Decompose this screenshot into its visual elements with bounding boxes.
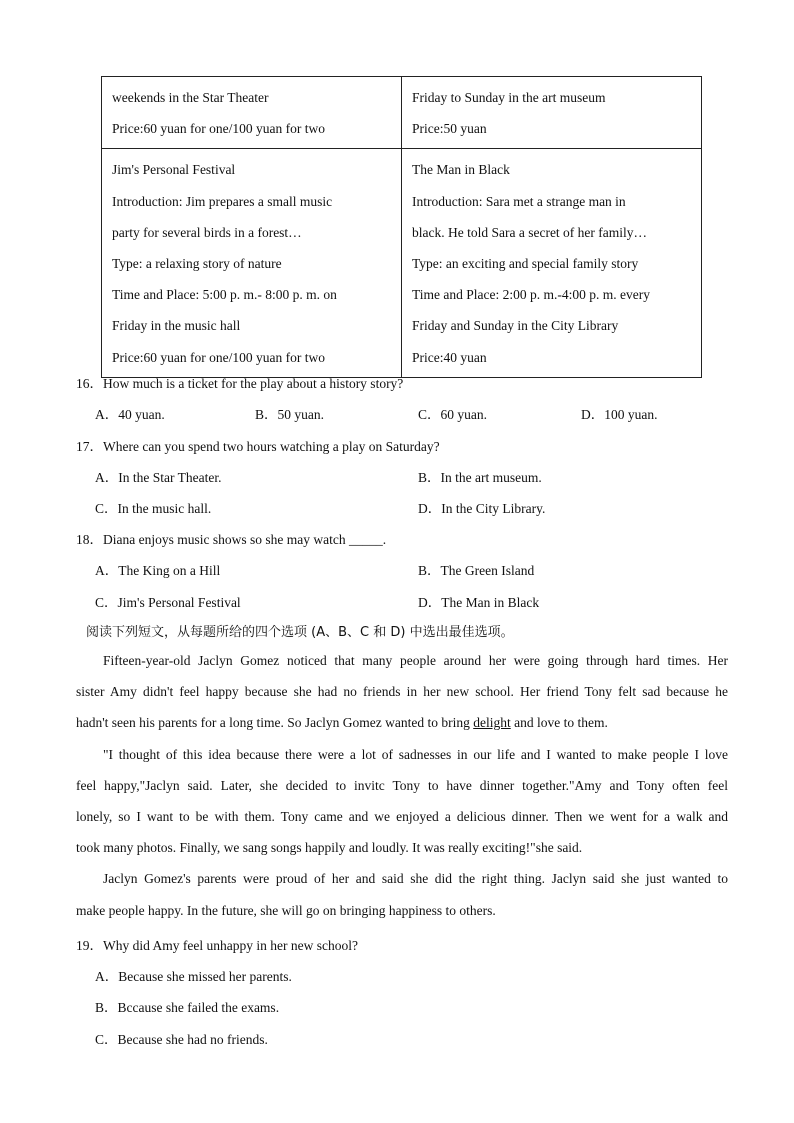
cell-line: Time and Place: 5:00 p. m.- 8:00 p. m. on [112,287,337,303]
passage-line [76,707,728,738]
q18-stem-end: . [382,532,387,547]
cell-line: Price:60 yuan for one/100 yuan for two [112,349,325,365]
passage-line: feel happy,"Jaclyn said. Later, she decided to invitc Tony to have dinner together."Amy and Tony often feel [76,777,728,793]
q16-option-c[interactable]: C．60 yuan. [418,407,487,422]
passage-line: make people happy. In the future, she will go on bringing happiness to others. [76,902,496,918]
plays-table [101,76,702,378]
reading-passage [76,645,728,926]
cell-line: Price:50 yuan [412,121,487,137]
cell-line: party for several birds in a forest… [112,224,302,240]
cell-line: black. He told Sara a secret of her family… [412,224,648,240]
q18-stem-text: 18．Diana enjoys music shows so she may watch [76,532,346,547]
cell-line: Friday to Sunday in the art museum [412,90,606,105]
question-19-stem: 19．Why did Amy feel unhappy in her new school? [76,938,358,953]
table-cell [102,149,402,377]
table-cell [402,77,702,149]
q16-option-b[interactable]: B．50 yuan. [255,407,324,422]
question-17-stem: 17．Where can you spend two hours watching a play on Saturday? [76,439,440,454]
cell-line: Friday and Sunday in the City Library [412,318,619,334]
cell-line: Jim's Personal Festival [112,162,236,178]
q18-answer-blank: _____ [348,532,383,547]
q18-option-b[interactable]: B．The Green Island [418,563,535,578]
q16-option-d[interactable]: D．100 yuan. [581,407,658,422]
passage-text: hadn't seen his parents for a long time. So Jaclyn Gomez wanted to bring [76,715,470,731]
passage-line: sister Amy didn't feel happy because she had no friends in her new school. Her friend Tony felt sad because he [76,684,728,700]
table-cell [102,77,402,149]
passage-line: lonely, so I want to be with them. Tony came and we enjoyed a delicious dinner. Then we went for a walk and [76,808,728,824]
q19-option-b[interactable]: B．Bccause she failed the exams. [95,1000,280,1015]
cell-line: Time and Place: 2:00 p. m.-4:00 p. m. every [412,287,650,303]
cell-line: Introduction: Jim prepares a small music [112,193,333,209]
passage-line: took many photos. Finally, we sang songs happily and loudly. It was really exciting!"she said. [76,840,583,856]
q18-option-a[interactable]: A．The King on a Hill [95,563,221,578]
cell-line: Friday in the music hall [112,318,241,334]
question-18-stem [76,528,386,548]
cell-line: weekends in the Star Theater [112,90,269,105]
cell-line: Introduction: Sara met a strange man in [412,193,626,209]
passage-line: Fifteen-year-old Jaclyn Gomez noticed that many people around her were going through hard times. Her [103,653,728,668]
question-16-stem: 16．How much is a ticket for the play about a history story? [76,376,404,391]
passage-text: and love to them. [510,715,608,731]
table-cell [402,149,702,377]
cell-line: Price:40 yuan [412,349,487,365]
passage-line: "I thought of this idea because there were a lot of sadnesses in our life and I wanted to make people I love [103,746,728,762]
q19-option-c[interactable]: C．Because she had no friends. [95,1032,268,1047]
cell-line: The Man in Black [412,162,510,178]
q19-option-a[interactable]: A．Because she missed her parents. [95,969,292,984]
q18-option-d[interactable]: D．The Man in Black [418,595,540,610]
table-row [102,77,702,149]
cell-line: Type: a relaxing story of nature [112,256,282,272]
q17-option-c[interactable]: C．In the music hall. [95,501,212,516]
underlined-word-delight: delight [473,715,511,731]
section-instruction: 阅读下列短文，从每题所给的四个选项 (A、B、C 和 D) 中选出最佳选项。 [86,625,514,640]
passage-line: Jaclyn Gomez's parents were proud of her and said she did the right thing. Jaclyn said she just wanted to [103,871,728,887]
cell-line: Type: an exciting and special family story [412,256,639,272]
q17-option-a[interactable]: A．In the Star Theater. [95,470,222,485]
q18-option-c[interactable]: C．Jim's Personal Festival [95,595,241,610]
q16-option-a[interactable]: A．40 yuan. [95,407,165,422]
table-row [102,149,702,377]
cell-line: Price:60 yuan for one/100 yuan for two [112,121,325,137]
q17-option-b[interactable]: B．In the art museum. [418,470,542,485]
q17-option-d[interactable]: D．In the City Library. [418,501,546,516]
